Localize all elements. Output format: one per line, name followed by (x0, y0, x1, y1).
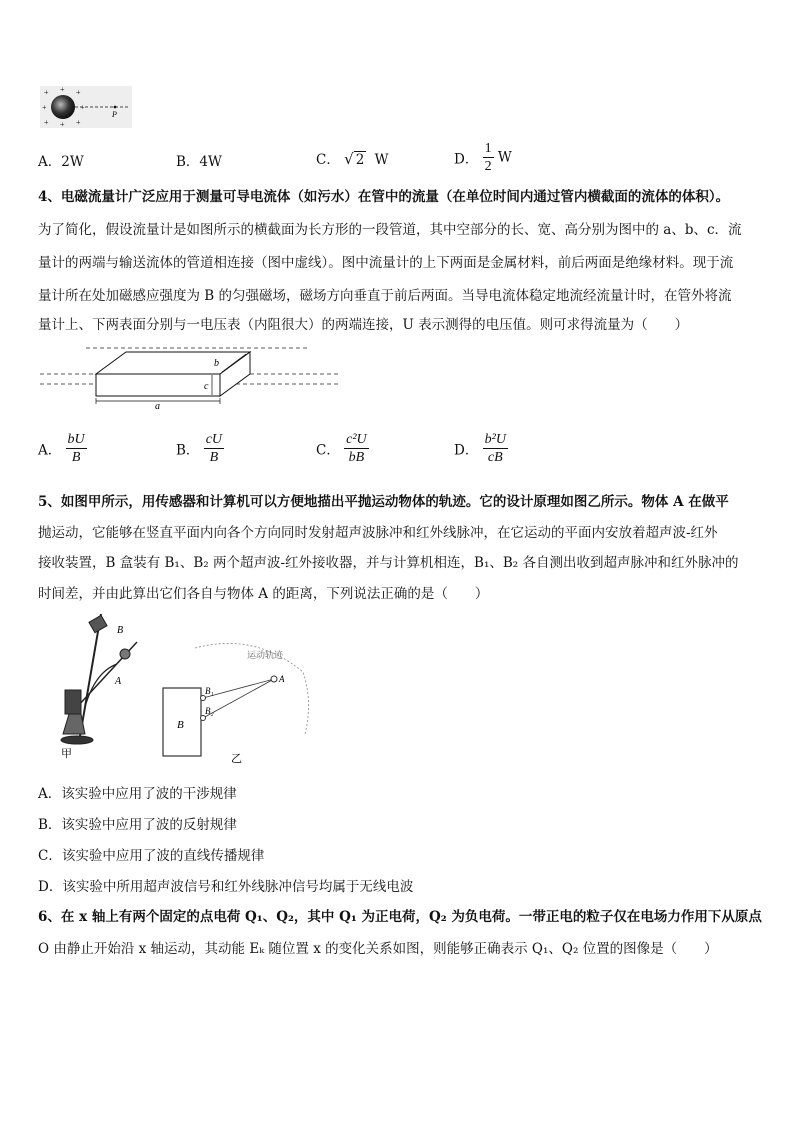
apparatus-jia (61, 614, 137, 744)
q5-option-a[interactable]: A．该实验中应用了波的干涉规律 (38, 786, 237, 802)
fraction: $\frac{\text{b²U}}{cB}$ (484, 432, 506, 465)
q4-option-d[interactable]: D． $\frac{\text{b²U}}{cB}$ (454, 432, 506, 465)
q4-option-c[interactable]: C． $\frac{\text{c²U}}{bB}$ (316, 432, 367, 465)
svg-text:+: + (80, 103, 85, 112)
q3-option-b[interactable]: B．4W (176, 154, 222, 170)
q3-figure (40, 86, 132, 128)
svg-text:A: A (279, 674, 285, 684)
q5-stem-line-2: 抛运动，它能够在竖直平面内向各个方向同时发射超声波脉冲和红外线脉冲，在它运动的平面内安放着超声波-红外 (38, 525, 718, 541)
svg-text:B: B (117, 625, 124, 636)
svg-text:+: + (76, 118, 81, 127)
svg-text:+: + (60, 86, 65, 94)
q5-option-b[interactable]: B．该实验中应用了波的反射规律 (38, 817, 237, 833)
charged-sphere-diagram (40, 86, 132, 128)
q6-stem-line-2: O 由静止开始沿 x 轴运动，其动能 Eₖ 随位置 x 的变化关系如图，则能够正确表示 Q₁、Q₂ 位置的图像是（ ） (38, 941, 718, 957)
svg-text:B₂: B₂ (205, 706, 214, 716)
fraction: $\frac{cU}{B}$ (205, 432, 223, 465)
svg-text:+: + (44, 88, 49, 97)
svg-text:甲: 甲 (61, 748, 72, 760)
flowmeter-diagram (40, 344, 340, 410)
svg-text:+: + (60, 120, 65, 128)
q4-stem-line-3: 量计的两端与输送流体的管道相连接（图中虚线）。图中流量计的上下两面是金属材料，前后两面是绝缘材料。现于流 (38, 255, 734, 271)
fraction: $\frac{bU}{B}$ (67, 432, 85, 465)
svg-text:+: + (44, 118, 49, 127)
q4-option-b[interactable]: B． $\frac{cU}{B}$ (176, 432, 223, 465)
svg-text:乙: 乙 (231, 753, 242, 765)
q6-stem-line-1: 6、在 x 轴上有两个固定的点电荷 Q₁、Q₂，其中 Q₁ 为正电荷，Q₂ 为负电荷。一带正电的粒子仅在电场力作用下从原点 (38, 909, 762, 925)
q5-option-c[interactable]: C．该实验中应用了波的直线传播规律 (38, 848, 265, 864)
schematic-yi (163, 643, 309, 756)
q5-stem-line-1: 5、如图甲所示，用传感器和计算机可以方便地描出平抛运动物体的轨迹。它的设计原理如图乙所示。物体 A 在做平 (38, 494, 729, 510)
q4-stem-line-2: 为了简化，假设流量计是如图所示的横截面为长方形的一段管道，其中空部分的长、宽、高分别为图中的 a、b、c．流 (38, 222, 742, 238)
q5-stem-line-4: 时间差，并由此算出它们各自与物体 A 的距离，下列说法正确的是（ ） (38, 586, 489, 602)
svg-text:+: + (42, 103, 47, 112)
q3-option-a[interactable]: A．2W (38, 154, 84, 170)
q4-flowmeter-figure (40, 344, 340, 410)
svg-text:A: A (115, 676, 122, 687)
sqrt-expression: √ 2 (344, 150, 365, 168)
svg-text:B: B (177, 719, 184, 731)
dim-a-label: a (155, 401, 160, 410)
q5-stem-line-3: 接收装置，B 盒装有 B₁、B₂ 两个超声波-红外接收器，并与计算机相连，B₁、B₂ 各自测出收到超声脉冲和红外脉冲的 (38, 555, 739, 571)
q4-option-a[interactable]: A． $\frac{bU}{B}$ (38, 432, 85, 465)
svg-text:+: + (76, 88, 81, 97)
q3-option-c[interactable]: C． √ 2 W (316, 150, 389, 168)
svg-text:B₁: B₁ (205, 686, 214, 696)
svg-text:运动轨迹: 运动轨迹 (247, 650, 284, 660)
dim-b-label: b (214, 358, 219, 369)
fraction: $\frac{\text{c²U}}{bB}$ (346, 432, 367, 465)
point-p-label: P (112, 110, 117, 119)
dim-c-label: c (204, 381, 209, 392)
q3-option-d[interactable]: D． $\frac{1}{2}$ W (454, 141, 512, 174)
q4-stem-line-4: 量计所在处加磁感应强度为 B 的匀强磁场，磁场方向垂直于前后两面。当导电流体稳定地流经流量计时，在管外将流 (38, 288, 732, 304)
fraction: $\frac{1}{2}$ (484, 141, 492, 174)
q4-stem-line-1: 4、电磁流量计广泛应用于测量可导电流体（如污水）在管中的流量（在单位时间内通过管内横截面的流体的体积）。 (38, 189, 730, 205)
ultrasonic-trajectory-diagram (55, 612, 325, 768)
q4-stem-line-5: 量计上、下两表面分别与一电压表（内阻很大）的两端连接，U 表示测得的电压值。则可求得流量为（ ） (38, 317, 689, 333)
q5-figure (55, 612, 325, 768)
q5-option-d[interactable]: D．该实验中所用超声波信号和红外线脉冲信号均属于无线电波 (38, 879, 414, 895)
